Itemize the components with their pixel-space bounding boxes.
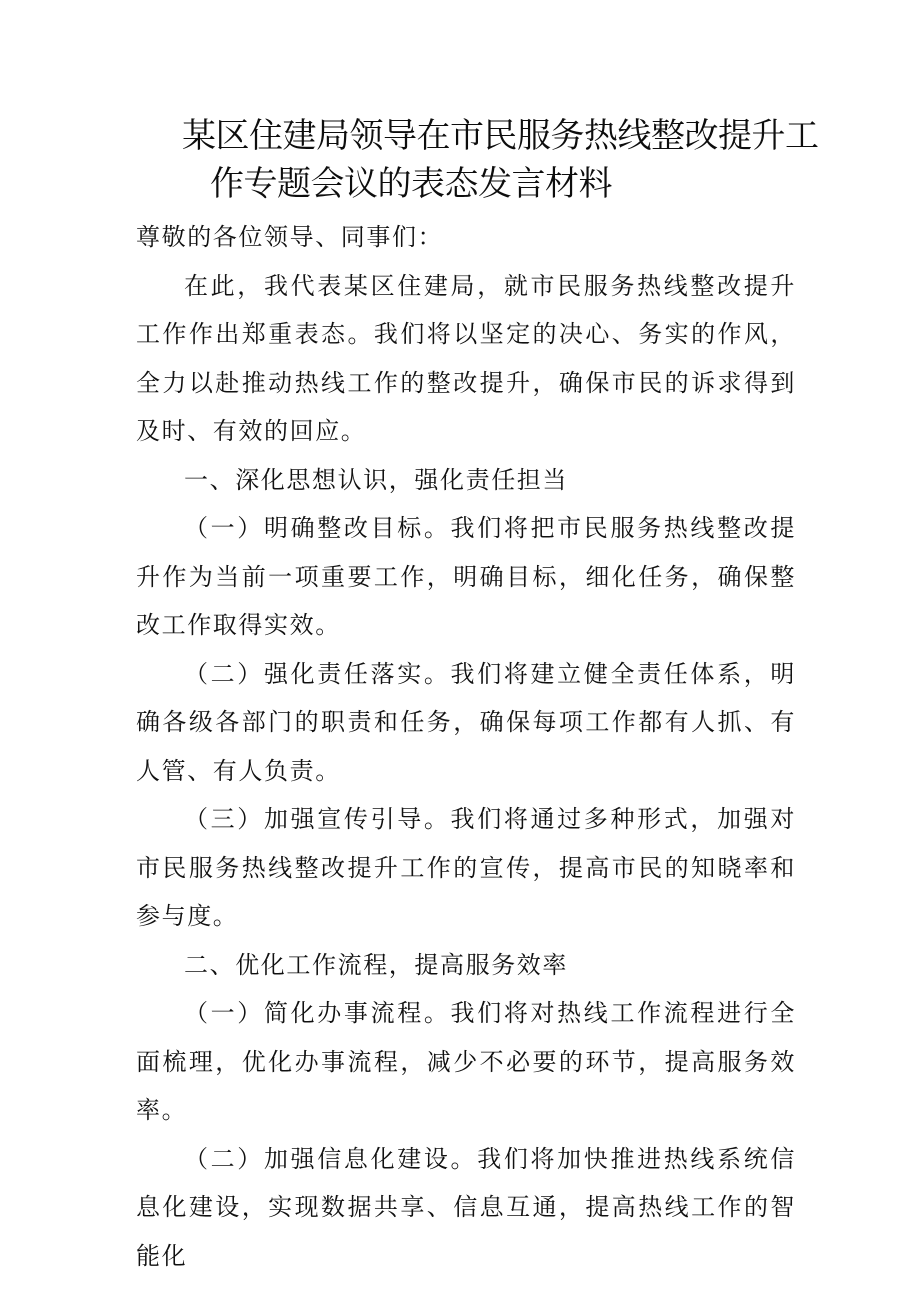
document-title xyxy=(130,112,819,208)
paragraph-1-1: （一）明确整改目标。我们将把市民服务热线整改提升作为当前一项重要工作，明确目标，细化任务，确保整改工作取得实效。 xyxy=(136,514,796,639)
document-body xyxy=(136,213,796,1280)
section-heading-2: 二、优化工作流程，提高服务效率 xyxy=(184,950,568,979)
salutation: 尊敬的各位领导、同事们： xyxy=(136,223,444,251)
title-line-1: 某区住建局领导在市民服务热线整改提升工 xyxy=(182,116,819,156)
paragraph-1-3: （三）加强宣传引导。我们将通过多种形式，加强对市民服务热线整改提升工作的宣传，提高市民的知晓率和参与度。 xyxy=(136,805,796,930)
paragraph-intro: 在此，我代表某区住建局，就市民服务热线整改提升工作作出郑重表态。我们将以坚定的决心、务实的作风，全力以赴推动热线工作的整改提升，确保市民的诉求得到及时、有效的回应。 xyxy=(136,271,796,445)
paragraph-2-1: （一）简化办事流程。我们将对热线工作流程进行全面梳理，优化办事流程，减少不必要的环节，提高服务效率。 xyxy=(136,999,796,1124)
title-line-2: 作专题会议的表态发言材料 xyxy=(210,164,612,204)
paragraph-1-2: （二）强化责任落实。我们将建立健全责任体系，明确各级各部门的职责和任务，确保每项工作都有人抓、有人管、有人负责。 xyxy=(136,659,796,785)
paragraph-2-2: （二）加强信息化建设。我们将加快推进热线系统信息化建设，实现数据共享、信息互通，提高热线工作的智能化 xyxy=(136,1144,796,1270)
section-heading-1: 一、深化思想认识，强化责任担当 xyxy=(184,465,568,494)
